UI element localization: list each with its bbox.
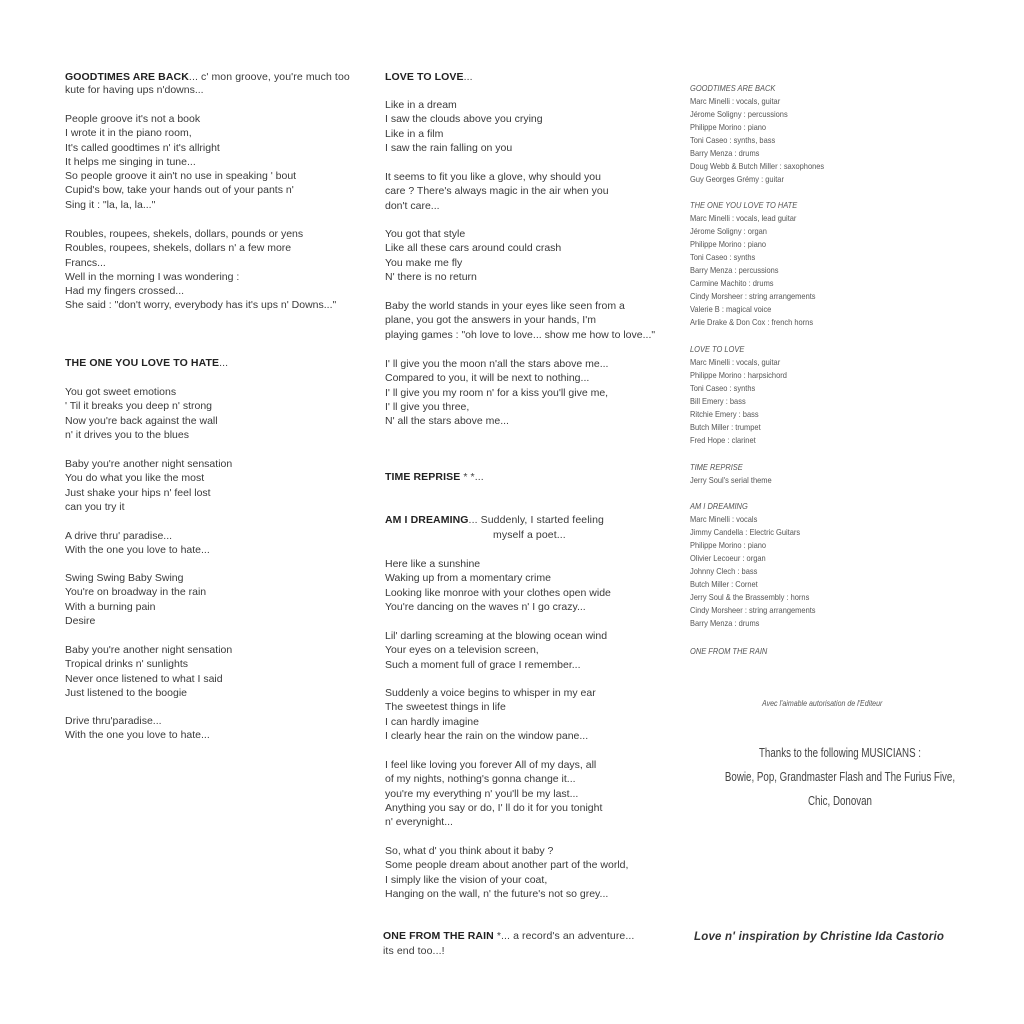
stanza (65, 714, 210, 743)
credit-line: Cindy Morsheer : string arrangements (690, 605, 816, 615)
publisher-permission: Avec l'aimable autorisation de l'Editeur (762, 699, 883, 708)
lyric-line: You got sweet emotions (65, 386, 177, 398)
credit-line: Ritchie Emery : bass (690, 409, 759, 419)
lyric-line: Like in a film (385, 127, 444, 140)
lyric-line: playing games : "oh love to love... show me how to love..." (385, 328, 656, 341)
stanza (65, 83, 204, 97)
thanks-line: Thanks to the following MUSICIANS : (758, 746, 922, 760)
credit-line: Marc Minelli : vocals, lead guitar (690, 213, 797, 223)
credit-line: Marc Minelli : vocals (690, 514, 758, 524)
lyric-line: You make me fly (385, 256, 463, 269)
credit-song-title: THE ONE YOU LOVE TO HATE (690, 200, 798, 210)
credit-line: Philippe Morino : piano (690, 239, 767, 249)
song-title-time-reprise: TIME REPRISE * *... (385, 471, 484, 483)
credit-line: Guy Georges Grémy : guitar (690, 174, 784, 184)
credit-song-title: GOODTIMES ARE BACK (690, 83, 776, 93)
lyric-line: Swing Swing Baby Swing (65, 572, 184, 584)
lyric-line: It's called goodtimes n' it's allright (65, 141, 220, 154)
stanza (385, 98, 543, 155)
credit-line: Butch Miller : Cornet (690, 579, 758, 589)
song-title-goodtimes: GOODTIMES ARE BACK... c' mon groove, you're much too (65, 71, 350, 83)
credit-line: Doug Webb & Butch Miller : saxophones (690, 161, 825, 171)
lyric-line: Roubles, roupees, shekels, dollars, pounds or yens (65, 228, 304, 240)
lyric-line: you're my everything n' you'll be my last... (385, 787, 579, 800)
credit-line: Butch Miller : trumpet (690, 422, 761, 432)
lyric-line: People groove it's not a book (65, 113, 201, 125)
credit-line: Barry Menza : drums (690, 148, 760, 158)
credit-block (690, 199, 816, 329)
lyric-line: I feel like loving you forever All of my days, all (385, 759, 597, 771)
lyric-line: Baby you're another night sensation (65, 458, 233, 470)
lyric-line: Some people dream about another part of the world, (385, 859, 629, 872)
credit-song-title: LOVE TO LOVE (690, 344, 745, 354)
lyric-line: Just listened to the boogie (65, 686, 188, 699)
lyric-line: don't care... (385, 199, 440, 212)
lyric-line: With a burning pain (65, 600, 156, 613)
stanza (385, 357, 608, 428)
stanza (385, 299, 655, 342)
thanks-line: Chic, Donovan (808, 794, 872, 808)
lyric-line: plane, you got the answers in your hands, I'm (385, 314, 596, 327)
lyric-line: With the one you love to hate... (65, 544, 210, 557)
lyric-line: Here like a sunshine (385, 558, 481, 570)
lyric-line: I can hardly imagine (385, 715, 479, 728)
lyric-line: I' ll give you the moon n'all the stars above me... (385, 358, 609, 370)
lyric-line: With the one you love to hate... (65, 729, 210, 742)
credit-line: Bill Emery : bass (690, 396, 746, 406)
lyric-line: Roubles, roupees, shekels, dollars n' a few more (65, 242, 292, 255)
lyric-line: Suddenly a voice begins to whisper in my ear (385, 687, 596, 699)
lyric-line: A drive thru' paradise... (65, 530, 173, 542)
stanza (65, 385, 218, 442)
lyric-line: It seems to fit you like a glove, why should you (385, 171, 601, 183)
lyric-line: I clearly hear the rain on the window pane... (385, 729, 589, 742)
lyric-line: So, what d' you think about it baby ? (385, 845, 554, 857)
credit-line: Toni Caseo : synths (690, 252, 756, 262)
stanza (385, 629, 607, 672)
credit-line: Jerry Soul & the Brassembly : horns (690, 592, 810, 602)
credit-line: Toni Caseo : synths, bass (690, 135, 776, 145)
lyric-line: Desire (65, 614, 96, 627)
credit-block (690, 500, 816, 630)
lyric-line: Had my fingers crossed... (65, 285, 185, 298)
credit-line: Carmine Machito : drums (690, 278, 774, 288)
credit-line: Cindy Morsheer : string arrangements (690, 291, 816, 301)
lyric-line: N' there is no return (385, 270, 477, 283)
stanza (385, 844, 628, 901)
credit-line: Fred Hope : clarinet (690, 435, 756, 445)
credit-line: Olivier Lecoeur : organ (690, 553, 766, 563)
credit-line: Jérome Soligny : organ (690, 226, 767, 236)
lyric-line: Like all these cars around could crash (385, 242, 562, 255)
lyric-line: You're dancing on the waves n' I go crazy... (385, 600, 586, 613)
credit-line: Valerie B : magical voice (690, 304, 772, 314)
stanza (65, 457, 232, 514)
lyric-line: Such a moment full of grace I remember... (385, 658, 581, 671)
stanza (65, 112, 296, 212)
credit-line: Philippe Morino : piano (690, 122, 767, 132)
lyric-line: kute for having ups n'downs... (65, 84, 204, 96)
lyric-line: Well in the morning I was wondering : (65, 270, 240, 283)
song-subtitle-am-i-dreaming: myself a poet... (493, 529, 566, 541)
song-title-am-i-dreaming: AM I DREAMING... Suddenly, I started feeling (385, 514, 604, 526)
credit-line: Marc Minelli : vocals, guitar (690, 96, 781, 106)
lyric-line: Baby the world stands in your eyes like seen from a (385, 300, 625, 312)
stanza (385, 686, 596, 743)
stanza (65, 227, 336, 313)
lyric-line: Hanging on the wall, n' the future's not so grey... (385, 887, 609, 900)
lyric-line: Lil' darling screaming at the blowing ocean wind (385, 630, 608, 642)
lyric-line: Waking up from a momentary crime (385, 572, 551, 585)
lyric-line: The sweetest things in life (385, 701, 506, 714)
lyric-line: Anything you say or do, I' ll do it for you tonight (385, 801, 603, 814)
lyric-line: Just shake your hips n' feel lost (65, 486, 211, 499)
credit-line: Barry Menza : percussions (690, 265, 779, 275)
credit-block (690, 82, 824, 186)
song-subtitle-one-from-the-rain: its end too...! (383, 945, 445, 957)
lyric-line: Tropical drinks n' sunlights (65, 658, 189, 671)
lyric-line: n' it drives you to the blues (65, 428, 189, 441)
lyric-line: Sing it : "la, la, la..." (65, 198, 156, 211)
lyric-line: It helps me singing in tune... (65, 155, 196, 168)
credit-line: Philippe Morino : piano (690, 540, 767, 550)
credit-block (690, 461, 772, 487)
credit-block (690, 645, 767, 658)
lyric-line: Now you're back against the wall (65, 414, 218, 427)
lyric-line: You do what you like the most (65, 472, 205, 485)
lyric-line: So people groove it ain't no use in speaking ' bout (65, 170, 297, 183)
credit-line: Jerry Soul's serial theme (690, 475, 772, 485)
lyric-line: Like in a dream (385, 99, 457, 111)
credit-song-title: TIME REPRISE (690, 462, 743, 472)
lyric-line: care ? There's always magic in the air when you (385, 185, 609, 198)
stanza (385, 170, 609, 213)
lyric-line: I simply like the vision of your coat, (385, 873, 548, 886)
credit-line: Toni Caseo : synths (690, 383, 756, 393)
lyric-line: n' everynight... (385, 816, 453, 829)
thanks-line: Bowie, Pop, Grandmaster Flash and The Furius Five, (724, 770, 956, 784)
lyric-line: Cupid's bow, take your hands out of your pants n' (65, 184, 294, 197)
lyric-line: I saw the rain falling on you (385, 141, 513, 154)
stanza (65, 643, 232, 700)
stanza (65, 529, 210, 558)
lyric-line: N' all the stars above me... (385, 415, 509, 428)
lyric-line: Never once listened to what I said (65, 672, 223, 685)
credit-song-title: ONE FROM THE RAIN (690, 646, 768, 656)
lyric-line: She said : "don't worry, everybody has it's ups n' Downs..." (65, 299, 337, 312)
stanza (385, 758, 602, 829)
credit-block (690, 343, 787, 447)
credit-line: Marc Minelli : vocals, guitar (690, 357, 781, 367)
credit-line: Philippe Morino : harpsichord (690, 370, 787, 380)
lyric-line: can you try it (65, 500, 125, 513)
song-title-one-from-the-rain: ONE FROM THE RAIN *... a record's an adventure... (383, 930, 635, 942)
lyric-line: I' ll give you three, (385, 400, 470, 413)
lyric-line: Looking like monroe with your clothes open wide (385, 586, 611, 599)
song-title-one-you-love-to-hate: THE ONE YOU LOVE TO HATE... (65, 357, 229, 369)
stanza (385, 227, 561, 284)
lyric-line: ' Til it breaks you deep n' strong (65, 400, 213, 413)
lyric-line: Compared to you, it will be next to nothing... (385, 372, 590, 385)
dedication: Love n' inspiration by Christine Ida Castorio (694, 931, 945, 943)
stanza (65, 571, 206, 628)
credit-line: Barry Menza : drums (690, 618, 760, 628)
lyric-line: I' ll give you my room n' for a kiss you'll give me, (385, 386, 609, 399)
credit-line: Jérome Soligny : percussions (690, 109, 788, 119)
lyric-line: Drive thru'paradise... (65, 715, 162, 727)
credit-line: Arlie Drake & Don Cox : french horns (690, 317, 814, 327)
lyric-line: Your eyes on a television screen, (385, 644, 539, 657)
lyric-line: Francs... (65, 256, 106, 269)
lyric-line: You're on broadway in the rain (65, 586, 207, 599)
song-title-love-to-love: LOVE TO LOVE... (385, 71, 473, 83)
lyric-line: Baby you're another night sensation (65, 644, 233, 656)
lyric-line: You got that style (385, 228, 466, 240)
lyric-line: I saw the clouds above you crying (385, 113, 543, 126)
lyric-line: of my nights, nothing's gonna change it... (385, 773, 576, 786)
credit-line: Jimmy Candella : Electric Guitars (690, 527, 801, 537)
credit-song-title: AM I DREAMING (690, 501, 748, 511)
credit-line: Johnny Clech : bass (690, 566, 758, 576)
stanza (385, 557, 611, 614)
lyric-line: I wrote it in the piano room, (65, 127, 192, 140)
